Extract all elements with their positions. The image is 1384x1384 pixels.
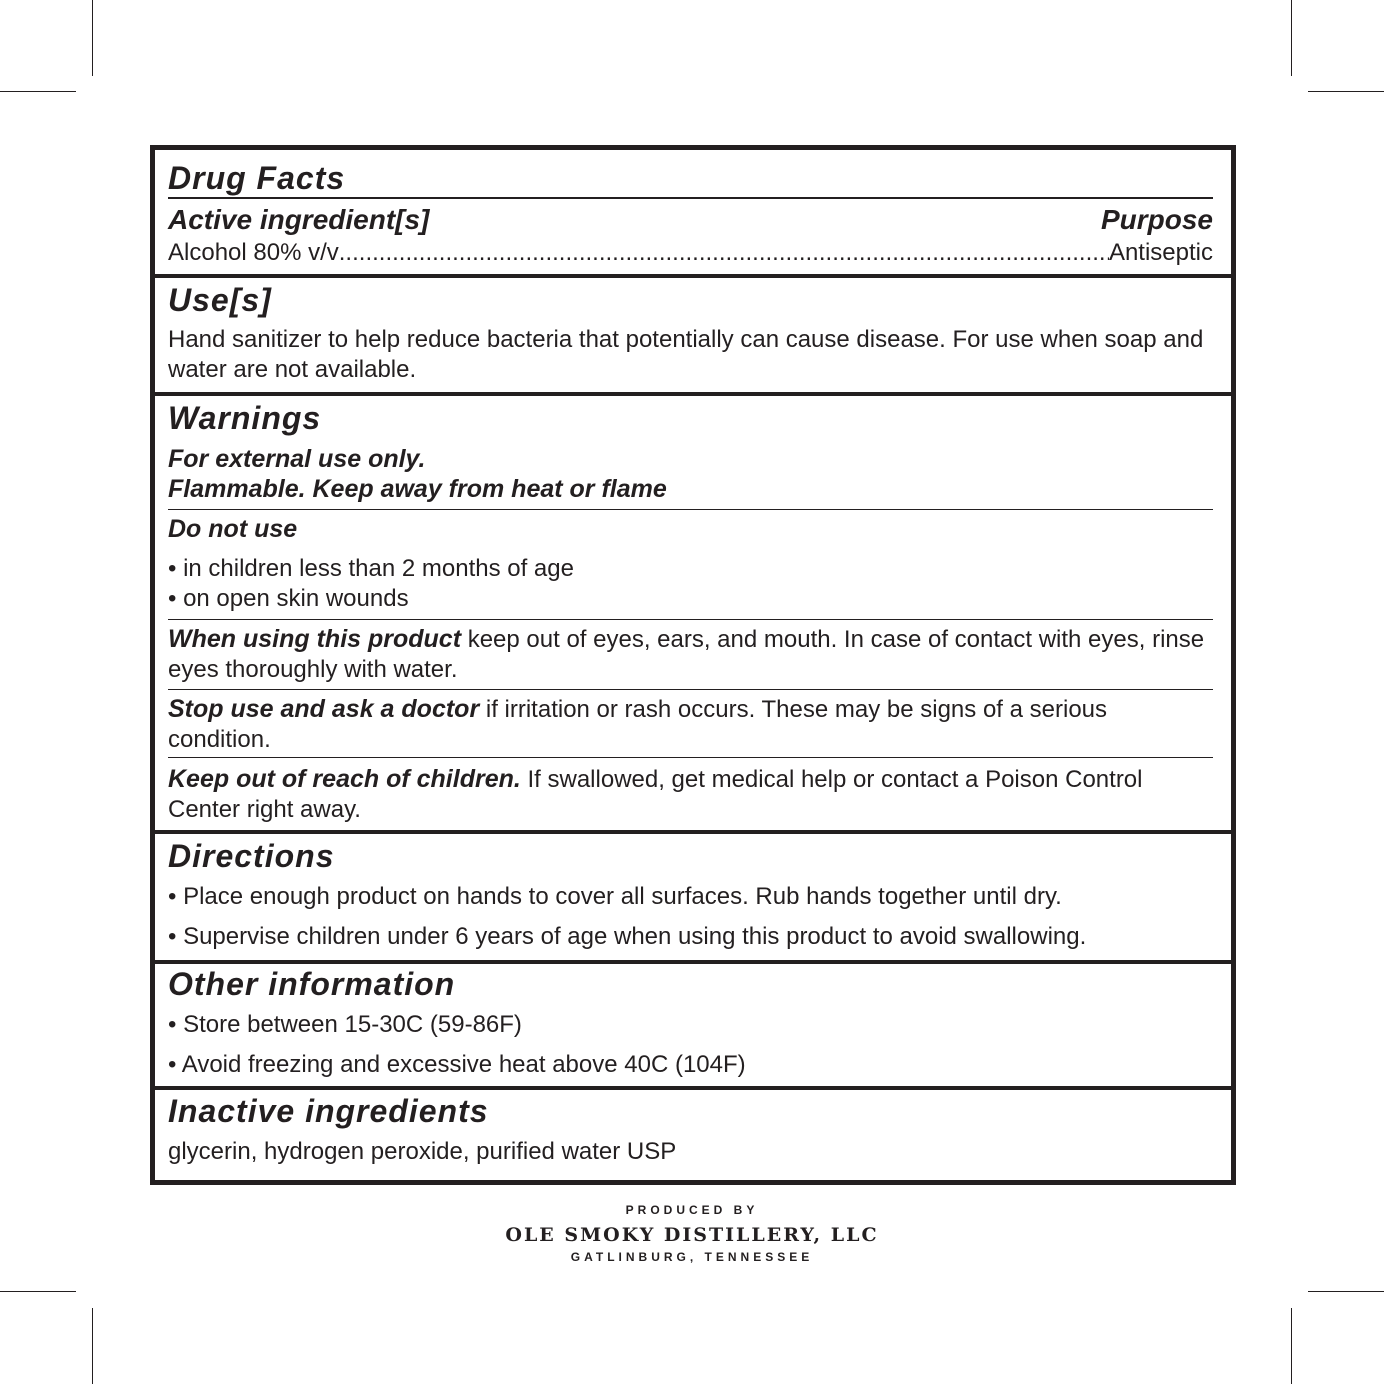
crop-mark [1308, 91, 1384, 92]
divider [168, 757, 1213, 758]
stop-use-paragraph [168, 694, 1213, 755]
section-divider [155, 830, 1231, 834]
crop-mark [1291, 1308, 1292, 1384]
directions-item: • Supervise children under 6 years of age when using this product to avoid swallowing. [168, 923, 1087, 950]
crop-mark [1291, 0, 1292, 76]
active-ingredient-row [168, 238, 1213, 268]
stop-use-heading: Stop use and ask a doctor [168, 695, 480, 723]
section-divider [155, 1086, 1231, 1090]
uses-text: Hand sanitizer to help reduce bacteria that potentially can cause disease. For use when soap and water are not available. [168, 326, 1204, 383]
crop-mark [0, 1291, 76, 1292]
active-ingredient: Alcohol 80% v/v [168, 239, 339, 266]
keep-out-heading: Keep out of reach of children. [168, 765, 521, 793]
inactive-ingredients-heading: Inactive ingredients [168, 1093, 489, 1129]
produced-by-label: PRODUCED BY [625, 1203, 759, 1217]
when-using-text: keep out of eyes, ears, and mouth. In case of contact with eyes, rinse eyes thoroughly with water. [168, 626, 1205, 683]
stop-use-text: if irritation or rash occurs. These may be signs of a serious condition. [168, 696, 1108, 753]
other-information-heading: Other information [168, 966, 456, 1002]
drug-facts-panel [150, 145, 1236, 1185]
divider [168, 619, 1213, 620]
active-ingredient-heading: Active ingredient[s] [168, 204, 430, 235]
section-divider [155, 392, 1231, 396]
other-information-item: • Avoid freezing and excessive heat above 40C (104F) [168, 1051, 746, 1078]
flammable-warning: Flammable. Keep away from heat or flame [168, 475, 667, 503]
section-divider [155, 274, 1231, 278]
when-using-paragraph [168, 624, 1213, 685]
warnings-heading: Warnings [168, 400, 322, 436]
external-use-warning: For external use only. [168, 445, 426, 473]
uses-heading: Use[s] [168, 282, 272, 318]
crop-mark [92, 0, 93, 76]
divider [168, 509, 1213, 510]
keep-out-paragraph [168, 764, 1213, 825]
drug-facts-title: Drug Facts [168, 160, 346, 196]
purpose-value: Antiseptic [1108, 239, 1213, 266]
company-name: OLE SMOKY DISTILLERY, LLC [505, 1224, 879, 1246]
dot-leader [339, 238, 1109, 268]
inactive-ingredients-text: glycerin, hydrogen peroxide, purified water USP [168, 1138, 677, 1165]
purpose-heading: Purpose [1100, 204, 1213, 235]
crop-mark [0, 91, 76, 92]
keep-out-text: If swallowed, get medical help or contact a Poison Control Center right away. [168, 766, 1143, 823]
crop-mark [92, 1308, 93, 1384]
do-not-use-item: • on open skin wounds [168, 585, 409, 612]
do-not-use-item: • in children less than 2 months of age [168, 555, 574, 582]
directions-heading: Directions [168, 838, 335, 874]
when-using-heading: When using this product [168, 625, 462, 653]
divider [168, 197, 1213, 199]
divider [168, 689, 1213, 690]
section-divider [155, 960, 1231, 964]
other-information-item: • Store between 15-30C (59-86F) [168, 1011, 522, 1038]
do-not-use-heading: Do not use [168, 515, 298, 543]
company-location: GATLINBURG, TENNESSEE [570, 1250, 814, 1264]
crop-mark [1308, 1291, 1384, 1292]
directions-item: • Place enough product on hands to cover all surfaces. Rub hands together until dry. [168, 883, 1062, 910]
